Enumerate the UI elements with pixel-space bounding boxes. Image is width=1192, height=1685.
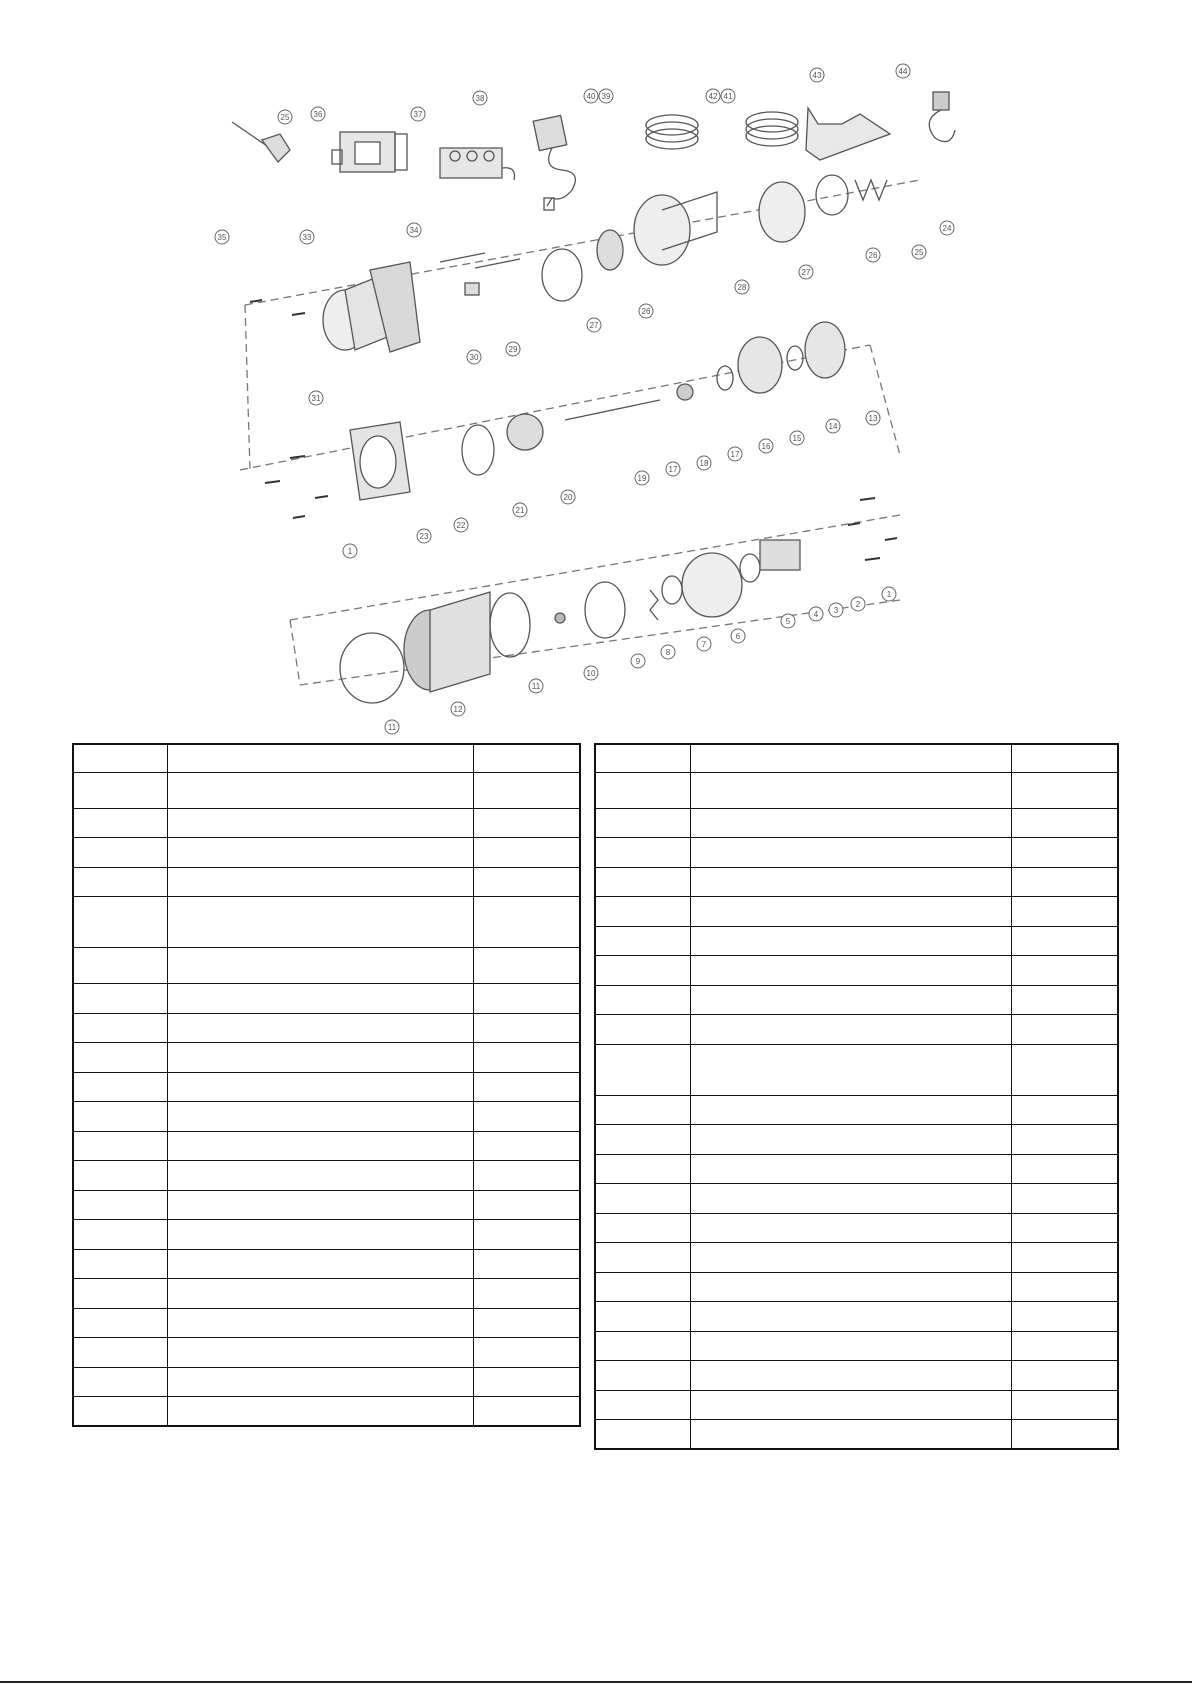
callout-33: [300, 230, 314, 244]
svg-text:38: 38: [475, 94, 485, 103]
svg-text:25: 25: [280, 113, 290, 122]
description-cell: [167, 744, 473, 772]
part-no-cell: [595, 772, 690, 808]
svg-text:39: 39: [601, 92, 611, 101]
fairlead-part: [332, 132, 407, 172]
table-row: [73, 1102, 580, 1132]
description-cell: [167, 1190, 473, 1220]
qty-cell: [1011, 1361, 1118, 1391]
hook-part: [929, 92, 955, 142]
table-row: [595, 1361, 1118, 1391]
callout-40: [584, 89, 598, 103]
svg-text:26: 26: [868, 251, 878, 260]
qty-cell: [473, 1308, 580, 1338]
description-cell: [690, 1272, 1011, 1302]
callout-42: [706, 89, 720, 103]
callout-21: [513, 503, 527, 517]
svg-text:41: 41: [723, 92, 733, 101]
svg-text:37: 37: [413, 110, 423, 119]
description-cell: [167, 984, 473, 1014]
svg-text:33: 33: [302, 233, 312, 242]
qty-cell: [473, 948, 580, 984]
table-row: [73, 1161, 580, 1191]
remote-control-part: [533, 115, 575, 210]
svg-text:42: 42: [708, 92, 718, 101]
description-cell: [690, 1095, 1011, 1125]
part-no-cell: [73, 772, 167, 808]
part-no-cell: [73, 1279, 167, 1309]
svg-text:18: 18: [699, 459, 709, 468]
svg-text:7: 7: [701, 640, 707, 649]
table-row: [595, 1044, 1118, 1095]
svg-text:11: 11: [531, 682, 541, 691]
description-cell: [690, 808, 1011, 838]
description-cell: [167, 1131, 473, 1161]
callout-41: [721, 89, 735, 103]
svg-text:17: 17: [668, 465, 678, 474]
parts-table-left: [72, 743, 581, 1427]
qty-cell: [473, 1013, 580, 1043]
table-row: [595, 867, 1118, 897]
qty-cell: [473, 808, 580, 838]
mounting-bracket-part: [806, 108, 890, 160]
description-cell: [690, 1361, 1011, 1391]
svg-text:43: 43: [812, 71, 822, 80]
callout-17: [666, 462, 680, 476]
qty-cell: [473, 1279, 580, 1309]
table-row: [595, 1331, 1118, 1361]
description-cell: [167, 1013, 473, 1043]
qty-cell: [473, 1367, 580, 1397]
svg-text:17: 17: [730, 450, 740, 459]
qty-cell: [1011, 744, 1118, 772]
table-row: [73, 867, 580, 897]
callout-36: [311, 107, 325, 121]
svg-text:40: 40: [586, 92, 596, 101]
table-row: [73, 897, 580, 948]
svg-text:36: 36: [313, 110, 323, 119]
qty-cell: [1011, 1015, 1118, 1045]
callout-10: [584, 666, 598, 680]
table-row: [595, 1213, 1118, 1243]
callout-35: [215, 230, 229, 244]
svg-text:6: 6: [735, 632, 741, 641]
callout-16: [759, 439, 773, 453]
qty-cell: [1011, 1272, 1118, 1302]
qty-cell: [1011, 1184, 1118, 1214]
callout-25: [278, 110, 292, 124]
svg-text:4: 4: [813, 610, 819, 619]
callout-11: [529, 679, 543, 693]
svg-text:26: 26: [641, 307, 651, 316]
control-box-part: [440, 148, 515, 180]
callout-27: [587, 318, 601, 332]
description-cell: [167, 1102, 473, 1132]
table-row: [595, 1420, 1118, 1450]
svg-text:8: 8: [665, 648, 671, 657]
description-cell: [167, 772, 473, 808]
table-row: [73, 808, 580, 838]
table-row: [595, 1015, 1118, 1045]
description-cell: [690, 956, 1011, 986]
description-cell: [167, 1220, 473, 1250]
part-no-cell: [73, 1249, 167, 1279]
description-cell: [690, 867, 1011, 897]
description-cell: [167, 948, 473, 984]
qty-cell: [1011, 897, 1118, 927]
table-row: [595, 808, 1118, 838]
svg-text:2: 2: [855, 600, 861, 609]
callout-9: [631, 654, 645, 668]
callout-44: [896, 64, 910, 78]
callout-14: [826, 419, 840, 433]
description-cell: [167, 1367, 473, 1397]
callout-23: [417, 529, 431, 543]
qty-cell: [473, 867, 580, 897]
callout-29: [506, 342, 520, 356]
part-no-cell: [595, 1390, 690, 1420]
part-no-cell: [595, 808, 690, 838]
table-row: [73, 838, 580, 868]
description-cell: [167, 808, 473, 838]
table-row: [595, 1184, 1118, 1214]
part-no-cell: [595, 1361, 690, 1391]
description-cell: [690, 1184, 1011, 1214]
part-no-cell: [595, 867, 690, 897]
table-row: [595, 838, 1118, 868]
part-no-cell: [595, 838, 690, 868]
part-no-cell: [73, 1338, 167, 1368]
svg-text:23: 23: [419, 532, 429, 541]
svg-text:3: 3: [833, 606, 839, 615]
svg-text:28: 28: [737, 283, 747, 292]
part-no-cell: [73, 897, 167, 948]
wire-coil-part: [746, 112, 798, 146]
part-no-cell: [73, 1308, 167, 1338]
table-row: [595, 1390, 1118, 1420]
part-no-cell: [73, 1043, 167, 1073]
description-cell: [690, 1213, 1011, 1243]
qty-cell: [473, 984, 580, 1014]
part-no-cell: [73, 1161, 167, 1191]
description-cell: [690, 744, 1011, 772]
table-row: [73, 1131, 580, 1161]
description-cell: [167, 1072, 473, 1102]
svg-text:34: 34: [409, 226, 419, 235]
part-no-cell: [73, 808, 167, 838]
part-no-cell: [73, 1397, 167, 1427]
table-row: [73, 1338, 580, 1368]
part-no-cell: [73, 1220, 167, 1250]
part-no-cell: [595, 985, 690, 1015]
qty-cell: [473, 1072, 580, 1102]
svg-text:20: 20: [563, 493, 573, 502]
description-cell: [690, 897, 1011, 927]
description-cell: [690, 985, 1011, 1015]
callout-18: [697, 456, 711, 470]
description-cell: [167, 838, 473, 868]
callout-22: [454, 518, 468, 532]
table-row: [73, 948, 580, 984]
part-no-cell: [73, 744, 167, 772]
svg-text:27: 27: [589, 321, 599, 330]
callout-3: [829, 603, 843, 617]
table-row: [73, 1308, 580, 1338]
callout-13: [866, 411, 880, 425]
callout-37: [411, 107, 425, 121]
description-cell: [167, 1161, 473, 1191]
qty-cell: [473, 1190, 580, 1220]
gear-housing-part: [350, 422, 410, 500]
qty-cell: [473, 897, 580, 948]
table-row: [595, 1154, 1118, 1184]
qty-cell: [473, 1102, 580, 1132]
table-row: [595, 1272, 1118, 1302]
qty-cell: [473, 1220, 580, 1250]
svg-text:10: 10: [586, 669, 596, 678]
qty-cell: [1011, 867, 1118, 897]
description-cell: [690, 1154, 1011, 1184]
svg-text:31: 31: [311, 394, 321, 403]
table-row: [595, 772, 1118, 808]
exploded-parts-diagram: [0, 0, 1192, 740]
svg-text:44: 44: [898, 67, 908, 76]
callout-8: [661, 645, 675, 659]
qty-cell: [473, 838, 580, 868]
callout-4: [809, 607, 823, 621]
part-no-cell: [73, 867, 167, 897]
description-cell: [167, 1338, 473, 1368]
description-cell: [690, 838, 1011, 868]
svg-text:13: 13: [868, 414, 878, 423]
qty-cell: [1011, 1331, 1118, 1361]
remote-switch-part: [232, 122, 290, 162]
part-no-cell: [73, 984, 167, 1014]
part-no-cell: [595, 897, 690, 927]
svg-text:22: 22: [456, 521, 466, 530]
callout-27: [799, 265, 813, 279]
svg-text:30: 30: [469, 353, 479, 362]
svg-text:25: 25: [914, 248, 924, 257]
callout-7: [697, 637, 711, 651]
callout-6: [731, 629, 745, 643]
table-row: [73, 772, 580, 808]
table-row: [73, 1279, 580, 1309]
svg-text:29: 29: [508, 345, 518, 354]
table-row: [595, 956, 1118, 986]
part-no-cell: [595, 1213, 690, 1243]
svg-text:27: 27: [801, 268, 811, 277]
description-cell: [167, 1279, 473, 1309]
qty-cell: [1011, 838, 1118, 868]
description-cell: [167, 867, 473, 897]
callout-24: [940, 221, 954, 235]
table-row: [73, 1190, 580, 1220]
description-cell: [690, 772, 1011, 808]
parts-table-right: [594, 743, 1119, 1450]
svg-text:1: 1: [886, 590, 892, 599]
table-row: [595, 1125, 1118, 1155]
table-row: [73, 1249, 580, 1279]
table-row: [595, 985, 1118, 1015]
callout-15: [790, 431, 804, 445]
qty-cell: [1011, 1390, 1118, 1420]
callout-28: [735, 280, 749, 294]
part-no-cell: [73, 1013, 167, 1043]
part-no-cell: [73, 1131, 167, 1161]
table-row: [595, 744, 1118, 772]
table-row: [595, 1302, 1118, 1332]
part-no-cell: [595, 1044, 690, 1095]
wire-coil-part: [646, 115, 698, 149]
callout-34: [407, 223, 421, 237]
callout-43: [810, 68, 824, 82]
qty-cell: [473, 1338, 580, 1368]
callout-11: [385, 720, 399, 734]
callout-19: [635, 471, 649, 485]
motor-housing-part: [323, 262, 420, 352]
page-bottom-rule: [0, 1681, 1192, 1683]
svg-text:15: 15: [792, 434, 802, 443]
callout-39: [599, 89, 613, 103]
callout-labels: [215, 64, 954, 734]
callout-1: [882, 587, 896, 601]
qty-cell: [1011, 1420, 1118, 1450]
callout-25: [912, 245, 926, 259]
qty-cell: [1011, 1243, 1118, 1273]
callout-1: [343, 544, 357, 558]
part-no-cell: [595, 956, 690, 986]
qty-cell: [473, 1043, 580, 1073]
svg-text:16: 16: [761, 442, 771, 451]
table-row: [73, 1367, 580, 1397]
qty-cell: [1011, 985, 1118, 1015]
description-cell: [690, 1044, 1011, 1095]
callout-12: [451, 702, 465, 716]
description-cell: [690, 1302, 1011, 1332]
svg-text:24: 24: [942, 224, 952, 233]
table-row: [73, 1072, 580, 1102]
qty-cell: [1011, 808, 1118, 838]
description-cell: [167, 1308, 473, 1338]
parts-table-left-body: [73, 744, 580, 1426]
description-cell: [690, 1390, 1011, 1420]
part-no-cell: [73, 1367, 167, 1397]
description-cell: [690, 1420, 1011, 1450]
table-row: [595, 1243, 1118, 1273]
drum-part: [404, 592, 490, 692]
description-cell: [690, 1125, 1011, 1155]
svg-text:11: 11: [387, 723, 397, 732]
callout-26: [639, 304, 653, 318]
callout-2: [851, 597, 865, 611]
table-row: [73, 1220, 580, 1250]
part-no-cell: [595, 1420, 690, 1450]
description-cell: [167, 1397, 473, 1427]
callout-20: [561, 490, 575, 504]
qty-cell: [473, 772, 580, 808]
description-cell: [690, 1331, 1011, 1361]
part-no-cell: [73, 1102, 167, 1132]
qty-cell: [1011, 1095, 1118, 1125]
part-no-cell: [595, 1125, 690, 1155]
description-cell: [690, 1243, 1011, 1273]
svg-text:9: 9: [635, 657, 641, 666]
part-no-cell: [595, 1095, 690, 1125]
part-no-cell: [595, 1272, 690, 1302]
svg-text:1: 1: [347, 547, 353, 556]
table-row: [73, 984, 580, 1014]
qty-cell: [473, 1161, 580, 1191]
part-no-cell: [595, 1243, 690, 1273]
callout-31: [309, 391, 323, 405]
qty-cell: [473, 744, 580, 772]
callout-26: [866, 248, 880, 262]
svg-text:5: 5: [785, 617, 791, 626]
callout-17: [728, 447, 742, 461]
part-no-cell: [595, 1302, 690, 1332]
svg-text:35: 35: [217, 233, 227, 242]
part-no-cell: [73, 838, 167, 868]
qty-cell: [1011, 1044, 1118, 1095]
svg-text:19: 19: [637, 474, 647, 483]
part-no-cell: [73, 1190, 167, 1220]
svg-text:21: 21: [515, 506, 525, 515]
description-cell: [167, 897, 473, 948]
svg-text:14: 14: [828, 422, 838, 431]
qty-cell: [1011, 772, 1118, 808]
part-no-cell: [73, 948, 167, 984]
description-cell: [167, 1043, 473, 1073]
qty-cell: [1011, 1125, 1118, 1155]
part-no-cell: [595, 1015, 690, 1045]
table-row: [73, 1043, 580, 1073]
qty-cell: [1011, 1154, 1118, 1184]
part-no-cell: [73, 1072, 167, 1102]
qty-cell: [1011, 926, 1118, 956]
table-row: [73, 744, 580, 772]
qty-cell: [1011, 1302, 1118, 1332]
callout-5: [781, 614, 795, 628]
part-no-cell: [595, 744, 690, 772]
part-no-cell: [595, 1154, 690, 1184]
description-cell: [167, 1249, 473, 1279]
callout-38: [473, 91, 487, 105]
callout-30: [467, 350, 481, 364]
qty-cell: [473, 1249, 580, 1279]
parts-table-right-body: [595, 744, 1118, 1449]
table-row: [73, 1397, 580, 1427]
qty-cell: [1011, 1213, 1118, 1243]
qty-cell: [1011, 956, 1118, 986]
table-row: [595, 1095, 1118, 1125]
table-row: [595, 897, 1118, 927]
qty-cell: [473, 1397, 580, 1427]
svg-text:12: 12: [453, 705, 463, 714]
qty-cell: [473, 1131, 580, 1161]
description-cell: [690, 926, 1011, 956]
table-row: [73, 1013, 580, 1043]
part-no-cell: [595, 1184, 690, 1214]
part-no-cell: [595, 926, 690, 956]
description-cell: [690, 1015, 1011, 1045]
part-no-cell: [595, 1331, 690, 1361]
table-row: [595, 926, 1118, 956]
